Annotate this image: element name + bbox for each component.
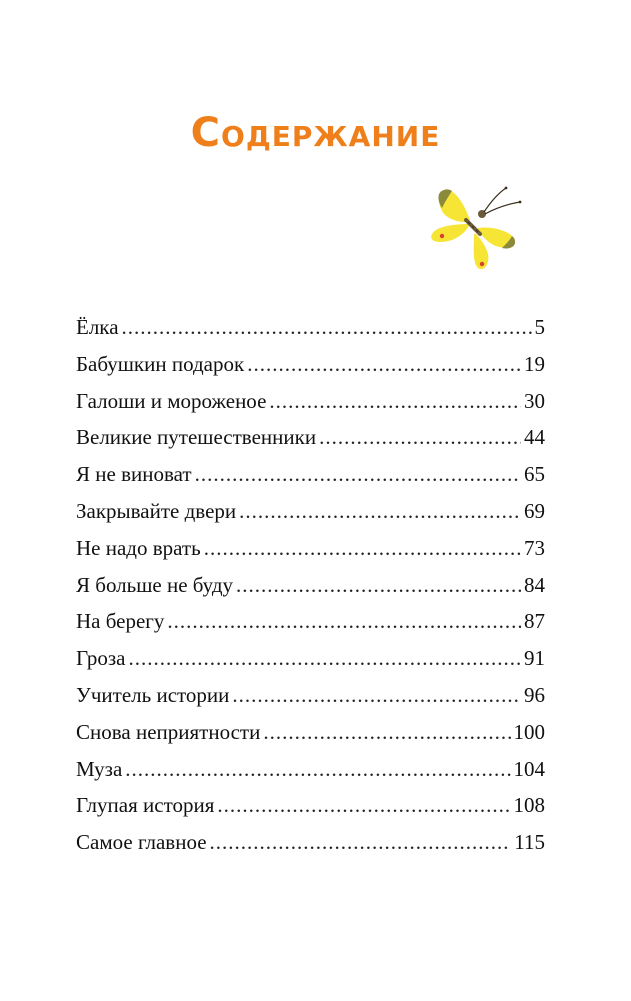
toc-entry-page: 69 [524, 498, 545, 523]
butterfly-icon [422, 180, 526, 276]
toc-entry-page: 115 [514, 830, 545, 855]
toc-entry-title: Ёлка [76, 315, 119, 339]
toc-entry-page: 100 [513, 719, 545, 744]
dot-leader [247, 346, 521, 383]
toc-entry-title: Снова неприятности [76, 719, 261, 744]
toc-entry[interactable] [76, 493, 545, 530]
toc-entry-page: 19 [524, 351, 545, 376]
toc-entry-title: Великие путешественники [76, 425, 317, 450]
dot-leader [232, 677, 521, 714]
dot-leader [128, 640, 521, 677]
toc-entry[interactable] [76, 383, 545, 420]
toc-entry-title: Гроза [76, 646, 126, 671]
toc-entry-title: Не надо врать [76, 535, 201, 560]
toc-entry-title: Бабушкин подарок [76, 351, 245, 376]
toc-entry-page: 5 [534, 315, 545, 339]
toc-entry[interactable] [76, 567, 545, 604]
toc-entry-page: 87 [524, 609, 545, 634]
toc-entry-page: 44 [524, 425, 545, 450]
toc-entry[interactable] [76, 677, 545, 714]
toc-entry-page: 30 [524, 388, 545, 413]
dot-leader [263, 714, 510, 751]
toc-entry[interactable] [76, 603, 545, 640]
toc-entry-title: Я больше не буду [76, 572, 234, 597]
dot-leader [319, 419, 521, 456]
toc-entry[interactable] [76, 346, 545, 383]
dot-leader [236, 567, 521, 604]
toc-entry-title: На берегу [76, 609, 165, 634]
toc-entry-page: 104 [513, 756, 545, 781]
dot-leader [239, 493, 521, 530]
dot-leader [204, 530, 521, 567]
toc-entry[interactable] [76, 640, 545, 677]
page-title: Содержание [190, 110, 441, 156]
toc-entry[interactable] [76, 824, 545, 861]
toc-entry[interactable] [76, 309, 545, 346]
toc-entry[interactable] [76, 714, 545, 751]
toc-entry-title: Глупая история [76, 793, 215, 818]
dot-leader [125, 751, 510, 788]
toc-entry-title: Галоши и мороженое [76, 388, 267, 413]
dot-leader [167, 603, 521, 640]
dot-leader [217, 787, 510, 824]
toc-entry-title: Я не виноват [76, 462, 192, 487]
toc-entry-page: 84 [524, 572, 545, 597]
toc-entry-page: 73 [524, 535, 545, 560]
toc-entry[interactable] [76, 530, 545, 567]
toc-entry-title: Учитель истории [76, 682, 230, 707]
toc-entry-title: Самое главное [76, 830, 207, 855]
toc-entry-page: 65 [524, 462, 545, 487]
toc-entry[interactable] [76, 751, 545, 788]
dot-leader [195, 456, 521, 493]
toc-entry[interactable] [76, 787, 545, 824]
toc-entry[interactable] [76, 419, 545, 456]
dot-leader [269, 383, 521, 420]
toc-entry-page: 108 [513, 793, 545, 818]
toc-entry-page: 91 [524, 646, 545, 671]
toc-entry-page: 96 [524, 682, 545, 707]
dot-leader [122, 309, 532, 346]
dot-leader [210, 824, 512, 861]
toc-entry-title: Закрывайте двери [76, 498, 237, 523]
table-of-contents [76, 309, 545, 861]
toc-entry[interactable] [76, 456, 545, 493]
toc-entry-title: Муза [76, 756, 123, 781]
